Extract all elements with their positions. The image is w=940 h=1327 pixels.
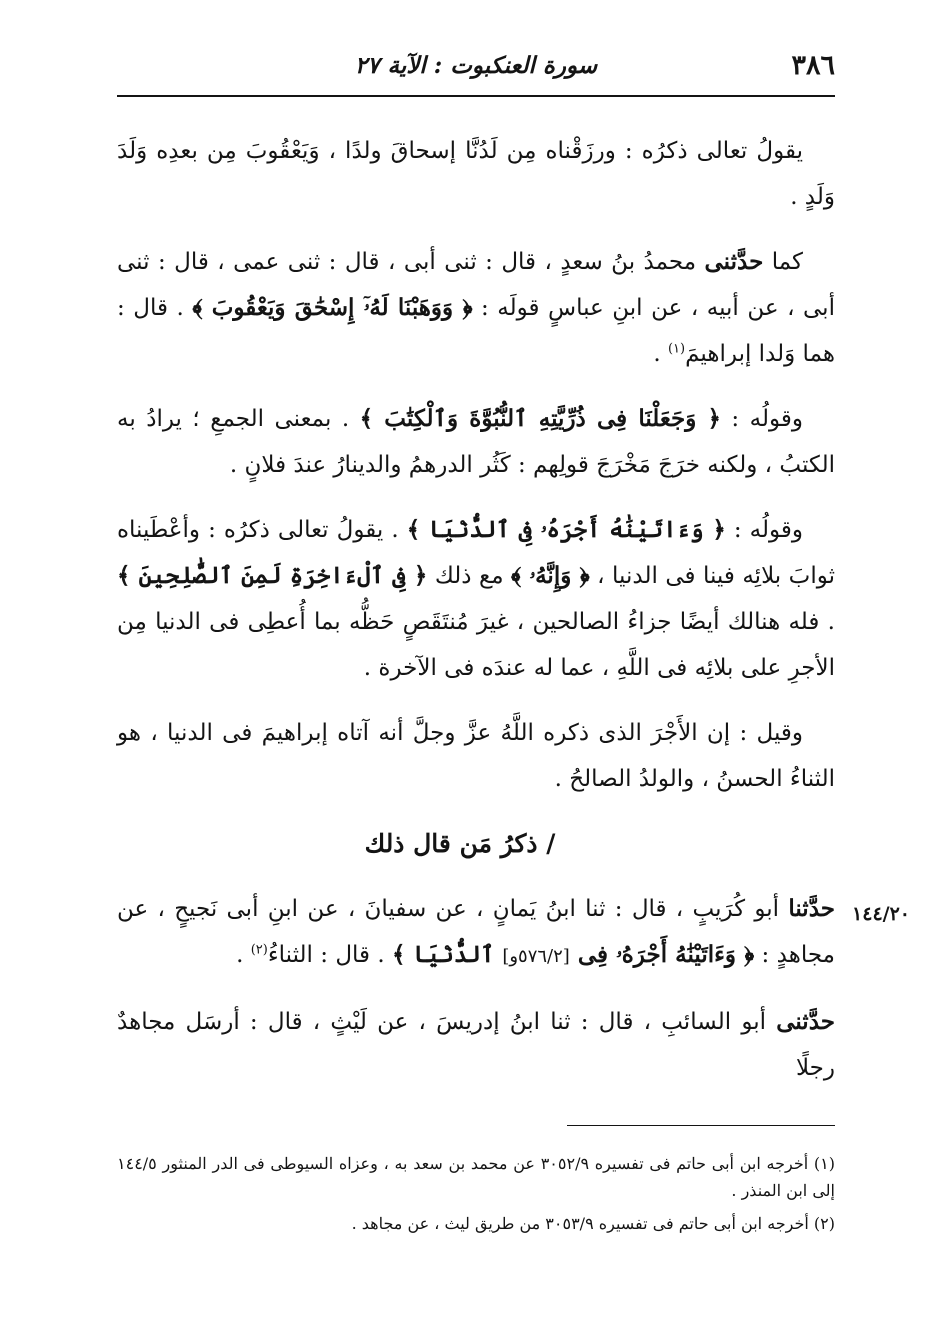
- paragraph-4: [117, 507, 835, 691]
- quran-quote: ٱلدُّنْيَا ﴾: [391, 941, 503, 968]
- text-run: .: [236, 942, 251, 968]
- text-run: مع ذلك: [427, 563, 511, 589]
- footnote-marker[interactable]: (٢): [250, 942, 268, 958]
- running-title: سورة العنكبوت : الآية ٢٧: [354, 52, 598, 79]
- paragraph-1: [117, 128, 835, 220]
- text-run: . قال : هما وَلدا إبراهيمَ: [117, 295, 835, 367]
- footnote-marker[interactable]: (١): [667, 341, 686, 357]
- text-run: . قال : الثناءُ: [267, 942, 392, 968]
- quran-quote: ﴿ وَءَاتَيْنَٰهُ أَجْرَهُۥ فِى: [569, 941, 755, 968]
- text-run: محمدُ بنُ سعدٍ ، قال : ثنى أبى ، قال : ثنى عمى ، قال : ثنى أبى ، عن أبيه ، عن ابنِ عباسٍ قولَه :: [117, 249, 835, 321]
- text-run: كما: [763, 249, 803, 275]
- paragraph-7: [117, 999, 835, 1091]
- text-run: .: [653, 341, 668, 367]
- quran-quote: ﴿ وَإِنَّهُۥ ﴾: [510, 562, 590, 589]
- text-run: . فله هنالك أيضًا جزاءُ الصالحين ، غيرَ مُنتَقَصٍ حَظُّه بما أُعطِى فى الدنيا مِن الأجرِ على بلائِه فى اللَّهِ ، عما له عندَه فى الآخرة .: [117, 609, 835, 681]
- text-run: وقولُه :: [725, 517, 803, 543]
- paragraph-text: وقيل : إن الأَجْرَ الذى ذكره اللَّهُ عزَّ وجلَّ أنه آتاه إبراهيمَ فى الدنيا ، هو الثناءُ الحسنُ ، والولدُ الصالحُ .: [117, 720, 835, 792]
- header-rule: [117, 95, 835, 97]
- quran-quote: ﴿ وَوَهَبْنَا لَهُۥٓ إِسْحَٰقَ وَيَعْقُوبَ ﴾: [192, 294, 473, 321]
- narration-keyword: حدَّثنا: [788, 895, 835, 922]
- page-number: ٣٨٦: [791, 50, 835, 81]
- manuscript-reference: [٥٧٦/٢و]: [502, 946, 570, 967]
- narration-keyword: حدَّثنى: [776, 1008, 835, 1035]
- footnote-rule: [567, 1125, 835, 1126]
- text-run: أبو السائبِ ، قال : ثنا ابنُ إدريسَ ، عن لَيْثٍ ، قال : أرسَل مجاهدٌ رجلًا: [117, 1009, 835, 1081]
- footnote-1: (١) أخرجه ابن أبى حاتم فى تفسيره ٣٠٥٢/٩ عن محمد بن سعد به ، وعزاه السيوطى فى الدر المنثور ١٤٤/٥ إلى ابن المنذر .: [117, 1154, 836, 1200]
- main-text: [117, 128, 835, 1110]
- quran-quote: ﴿ فِى ٱلْءَاخِرَةِ لَمِنَ ٱلصَّٰلِحِينَ ﴾: [117, 562, 428, 589]
- quran-quote: ﴿ وَءَاتَيْنَٰهُ أَجْرَهُۥ فِى ٱلدُّنْيَا ﴾: [406, 516, 726, 543]
- section-heading: / ذكرُ مَن قال ذلك: [364, 829, 556, 858]
- quran-quote: ﴿ وَجَعَلْنَا فِى ذُرِّيَّتِهِ ٱلنُّبُوَّةَ وَٱلْكِتَٰبَ ﴾: [359, 405, 721, 432]
- text-run: أبو كُرَيبٍ ، قال : ثنا ابنُ يَمانٍ ، عن سفيانَ ، عن ابنِ أبى نَجيحٍ ، عن مجاهدٍ :: [117, 896, 835, 968]
- paragraph-6: [117, 886, 835, 980]
- margin-reference: ١٤٤/٢٠: [852, 903, 910, 925]
- footnotes: [117, 1150, 835, 1243]
- page-header: [117, 40, 835, 90]
- paragraph-5: [117, 710, 835, 802]
- paragraph-2: [117, 239, 835, 377]
- text-run: وقولُه :: [720, 406, 803, 432]
- paragraph-text: يقولُ تعالى ذكرُه : ورزَقْناه مِن لَدُنَّا إسحاقَ ولدًا ، وَيَعْقُوبَ مِن بعدِه وَلَدَ وَلَدٍ .: [117, 138, 835, 210]
- footnote-2: (٢) أخرجه ابن أبى حاتم فى تفسيره ٣٠٥٣/٩ من طريق ليث ، عن مجاهد .: [351, 1214, 835, 1233]
- paragraph-3: [117, 396, 835, 488]
- text-run: . يقولُ تعالى ذكرُه : وأعْطَيناه ثوابَ بلائِه فينا فى الدنيا ،: [117, 517, 835, 589]
- text-run: . بمعنى الجمعِ ؛ يرادُ به الكتبُ ، ولكنه خرَجَ مَخْرَجَ قولِهم : كَثُر الدرهمُ والدينارُ عندَ فلانٍ .: [117, 406, 835, 478]
- narration-keyword: حدَّثنى: [704, 248, 764, 275]
